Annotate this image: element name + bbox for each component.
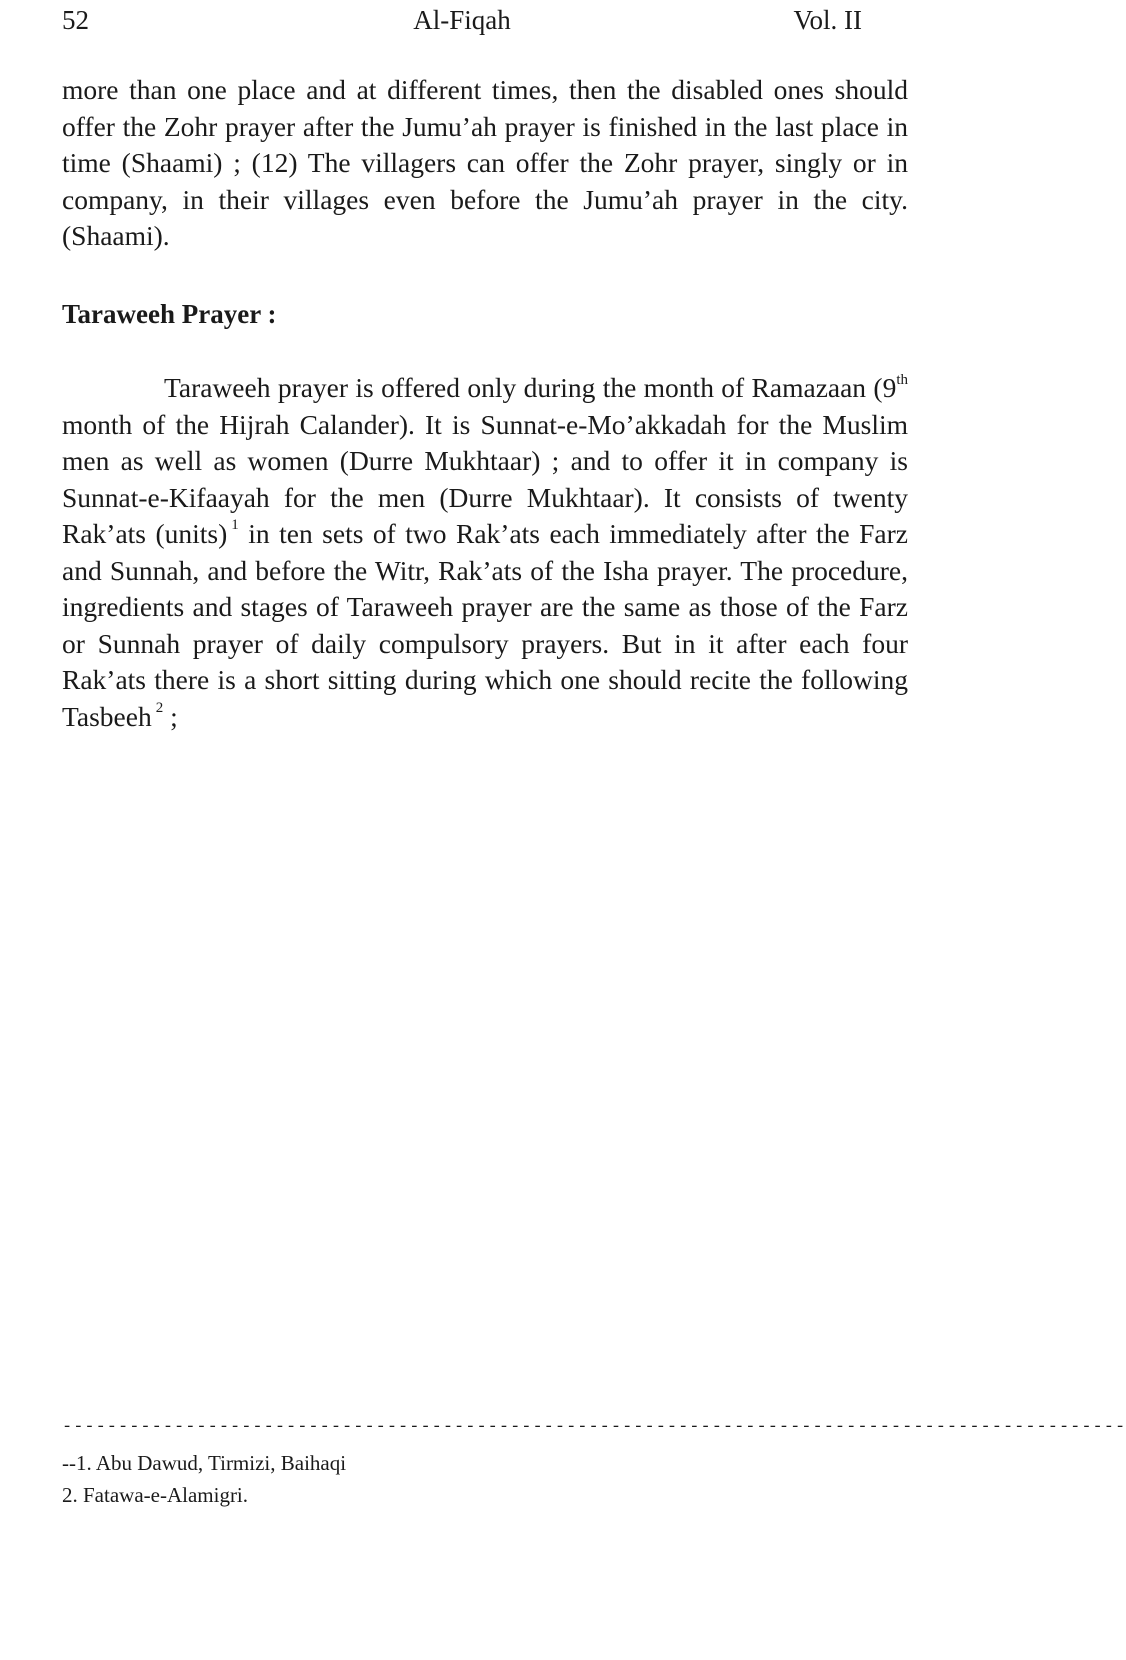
section-heading: Taraweeh Prayer : (62, 299, 277, 329)
footnote-separator: ----------------------------------------------------------------------------------------------- (62, 1418, 1126, 1437)
page-header (62, 2, 862, 42)
taraweeh-text-part4: ; (170, 700, 178, 732)
footnote-1: --1. Abu Dawud, Tirmizi, Baihaqi (62, 1451, 347, 1475)
page-number: 52 (62, 5, 89, 35)
taraweeh-text-part3: in ten sets of two Rak’ats each immediately after the Farz and Sunnah, and before the Witr, Rak’ats of the Isha prayer. The procedure, ingredients and stages of Taraweeh prayer are the same as those of the Farz or Sunnah prayer of daily compulsory prayers. But in it after each four Rak’ats there is a short sitting during which one should recite the following Tasbeeh (62, 518, 908, 732)
footnote-2: 2. Fatawa-e-Alamigri. (62, 1483, 249, 1507)
footnotes (62, 1447, 862, 1511)
paragraph-zohr-continuation: more than one place and at different times, then the disabled ones should offer the Zohr prayer after the Jumu’ah prayer is finished in the last place in time (Shaami) ; (12) The villagers can offer the Zohr prayer, singly or in company, in their villages even before the Jumu’ah prayer in the city. (Shaami). (62, 74, 908, 251)
paragraph-taraweeh (62, 370, 908, 735)
taraweeh-text-part2: month of the Hijrah Calander). It is Sunnat-e-Mo’akkadah for the Muslim men as well as women (Durre Mukhtaar) ; and to offer it in company is Sunnat-e-Kifaayah for the men (Durre Mukhtaar). It consists of twenty Rak’ats (units) (62, 408, 908, 549)
ordinal-superscript: th (896, 371, 908, 388)
footnote-marker-2: 2 (155, 699, 164, 716)
book-title: Al-Fiqah (413, 5, 511, 35)
taraweeh-text-part1: Taraweeh prayer is offered only during the month of Ramazaan (9 (164, 372, 897, 403)
footnote-marker-1: 1 (231, 517, 239, 533)
volume-label: Vol. II (793, 5, 862, 35)
